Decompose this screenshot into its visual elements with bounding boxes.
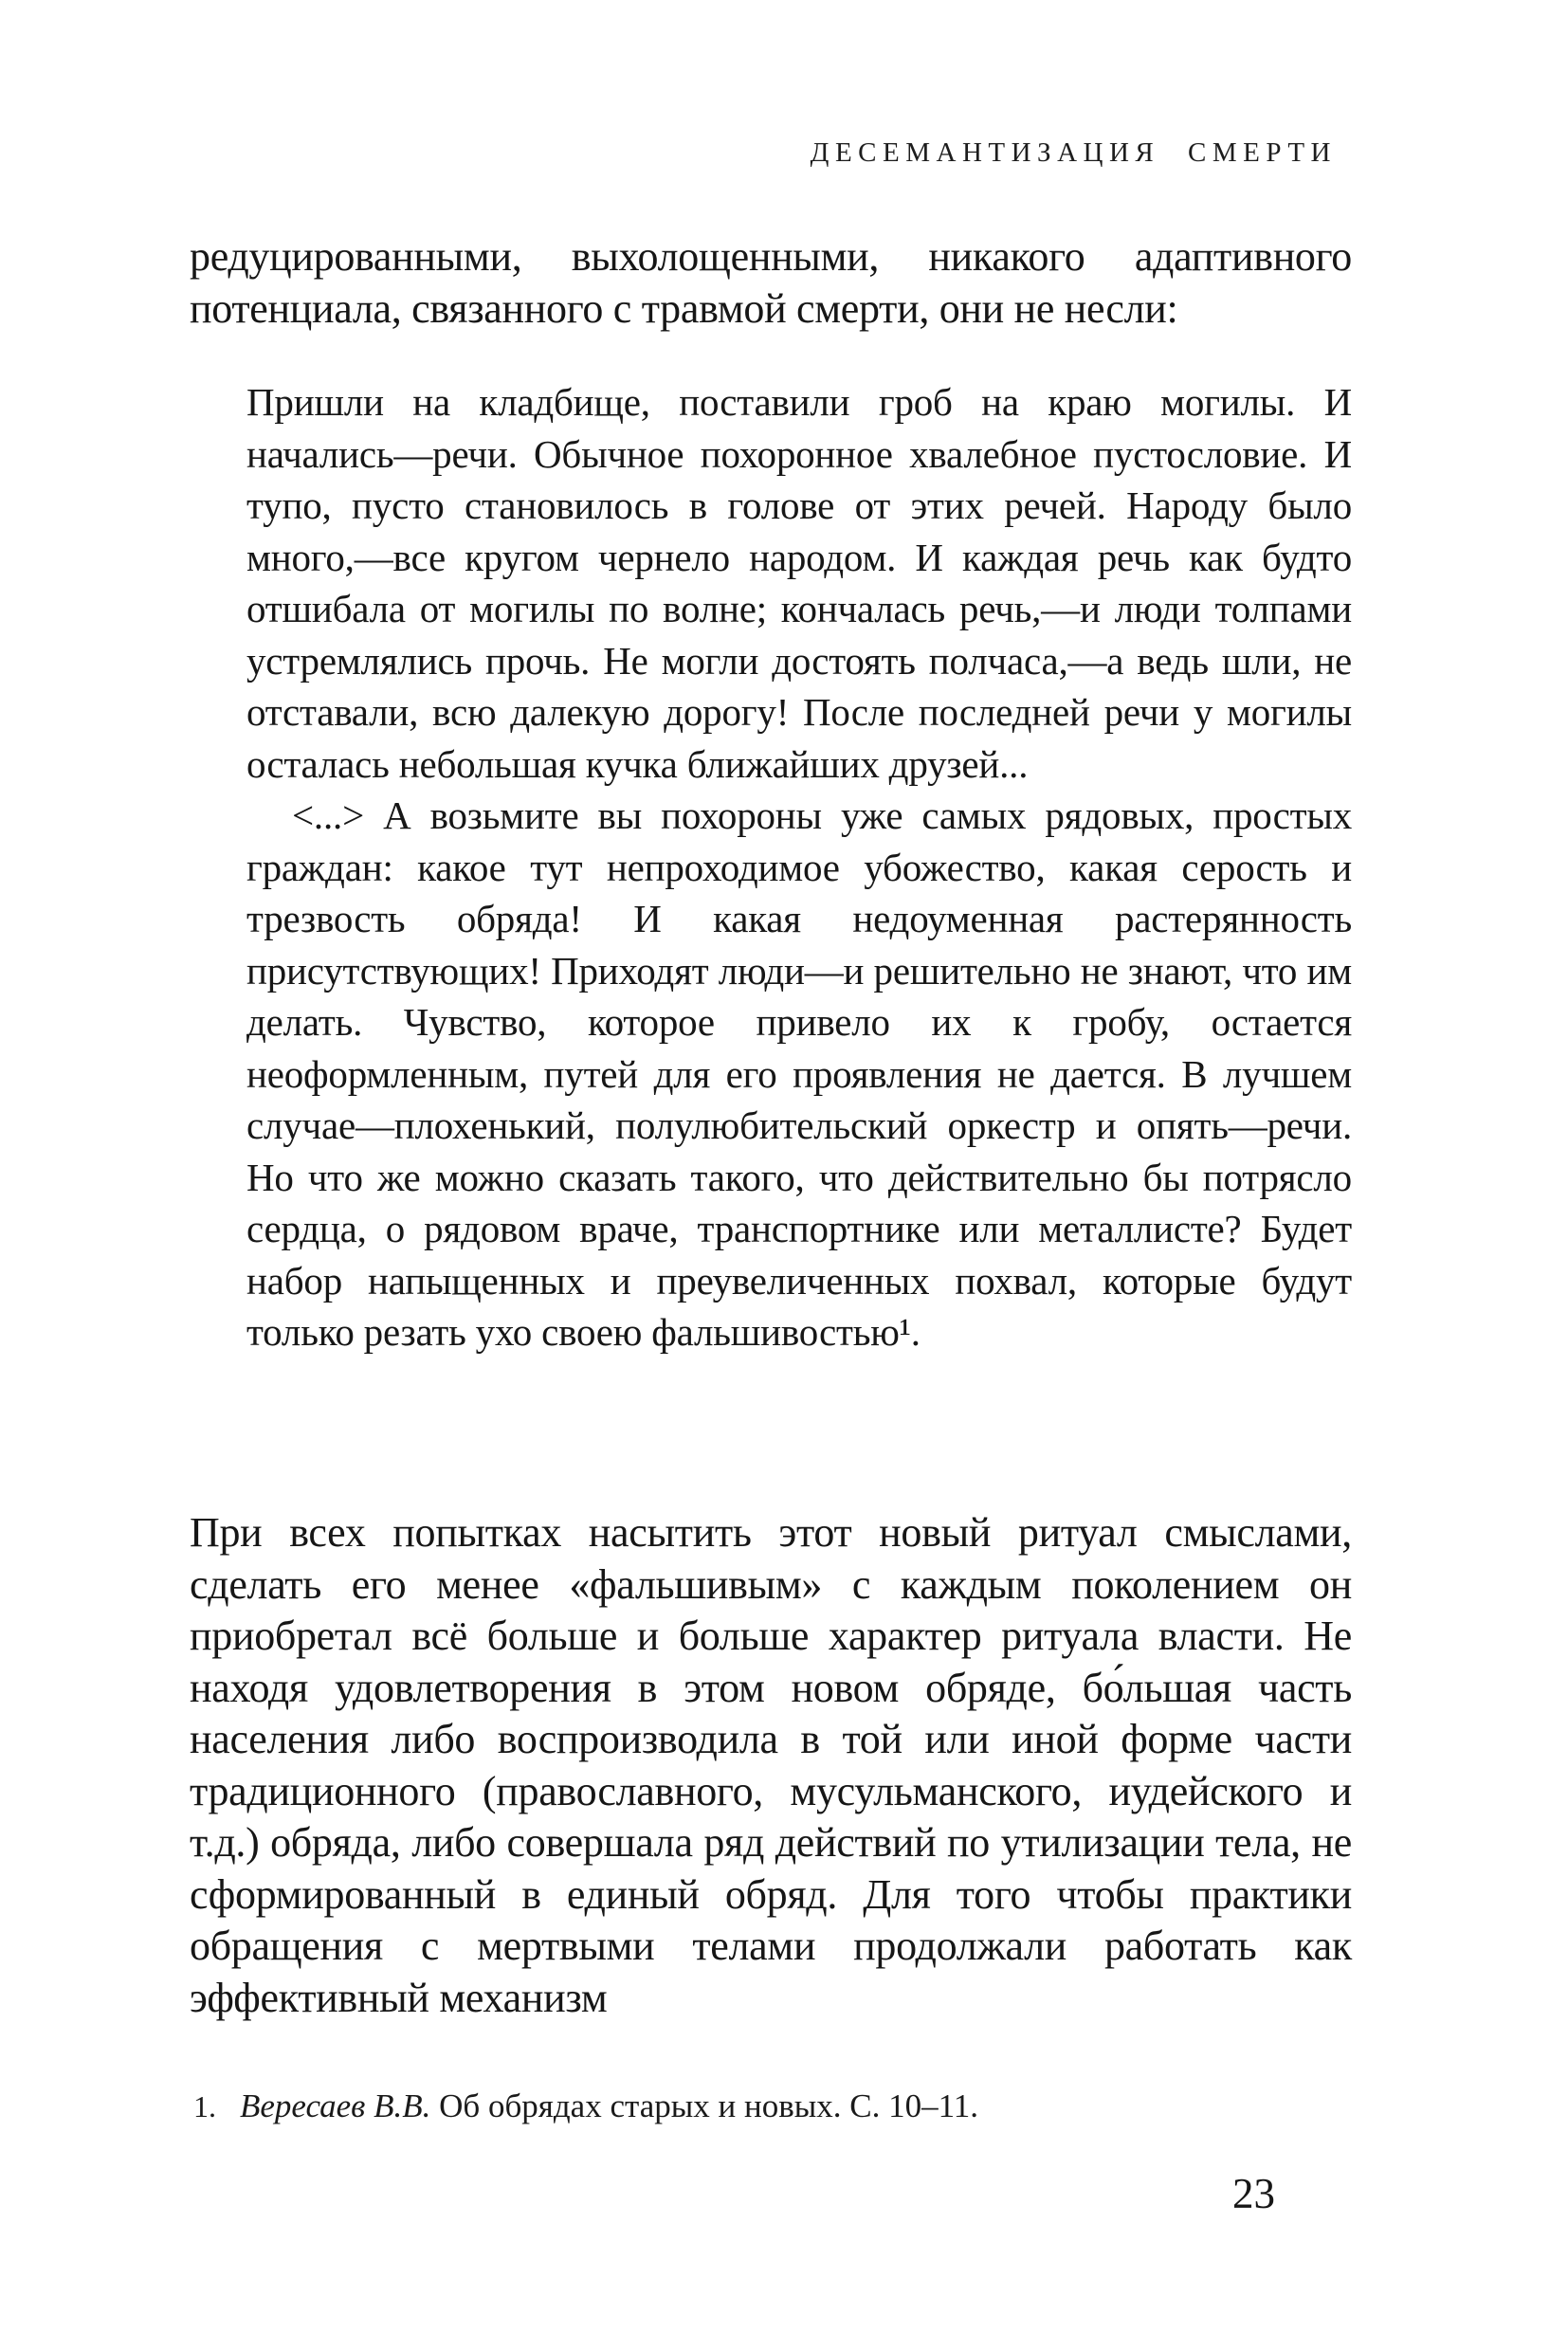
page-number: 23	[1232, 2170, 1275, 2217]
block-quote	[246, 376, 1352, 1358]
footnote-author: Вересаев В.В.	[240, 2087, 431, 2124]
body-paragraph: При всех попытках насытить этот новый ритуал смыслами, сделать его менее «фальшивым» с каждым поколением он приобретал всё больше и больше характер ритуала власти. Не находя удовлетворения в этом новом обряде, бо́льшая часть населения либо воспроизводила в той или иной форме части традиционного (православного, мусульманского, иудейского и т.д.) обряда, либо совершала ряд действий по утилизации тела, не сформированный в единый обряд. Для того чтобы практики обращения с мертвыми телами продолжали работать как эффективный механизм	[190, 1509, 1352, 2021]
quote-paragraph-2: <...> А возьмите вы похороны уже самых рядовых, простых граждан: какое тут непроходимое убожество, какая серость и трезвость обряда! И какая недоуменная растерянность присутствующих! Приходят люди—и решительно не знают, что им делать. Чувство, которое привело их к гробу, остается неоформленным, путей для его проявления не дается. В лучшем случае—плохенький, полулюбительский оркестр и опять—речи. Но что же можно сказать такого, что действительно бы потрясло сердца, о рядовом враче, транспортнике или металлисте? Будет набор напыщенных и преувеличенных похвал, которые будут только резать ухо своею фальшивостью¹.	[246, 793, 1352, 1354]
running-header: ДЕСЕМАНТИЗАЦИЯ СМЕРТИ	[810, 137, 1337, 168]
footnote	[193, 2086, 1359, 2127]
footnote-marker: 1.	[193, 2089, 216, 2123]
quote-paragraph-1: Пришли на кладбище, поставили гроб на краю могилы. И начались—речи. Обычное похоронное хвалебное пустословие. И тупо, пусто становилось в голове от этих речей. Народу было много,—все кругом чернело народом. И каждая речь как будто отшибала от могилы по волне; кончалась речь,—и люди толпами устремлялись прочь. Не могли достоять полчаса,—а ведь шли, не отставали, всю далекую дорогу! После последней речи у могилы осталась небольшая кучка ближайших друзей...	[246, 380, 1352, 786]
intro-paragraph: редуцированными, выхолощенными, никакого адаптивного потенциала, связанного с травмой смерти, они не несли:	[190, 233, 1352, 332]
footnote-text: Об обрядах старых и новых. С. 10–11.	[439, 2087, 979, 2124]
